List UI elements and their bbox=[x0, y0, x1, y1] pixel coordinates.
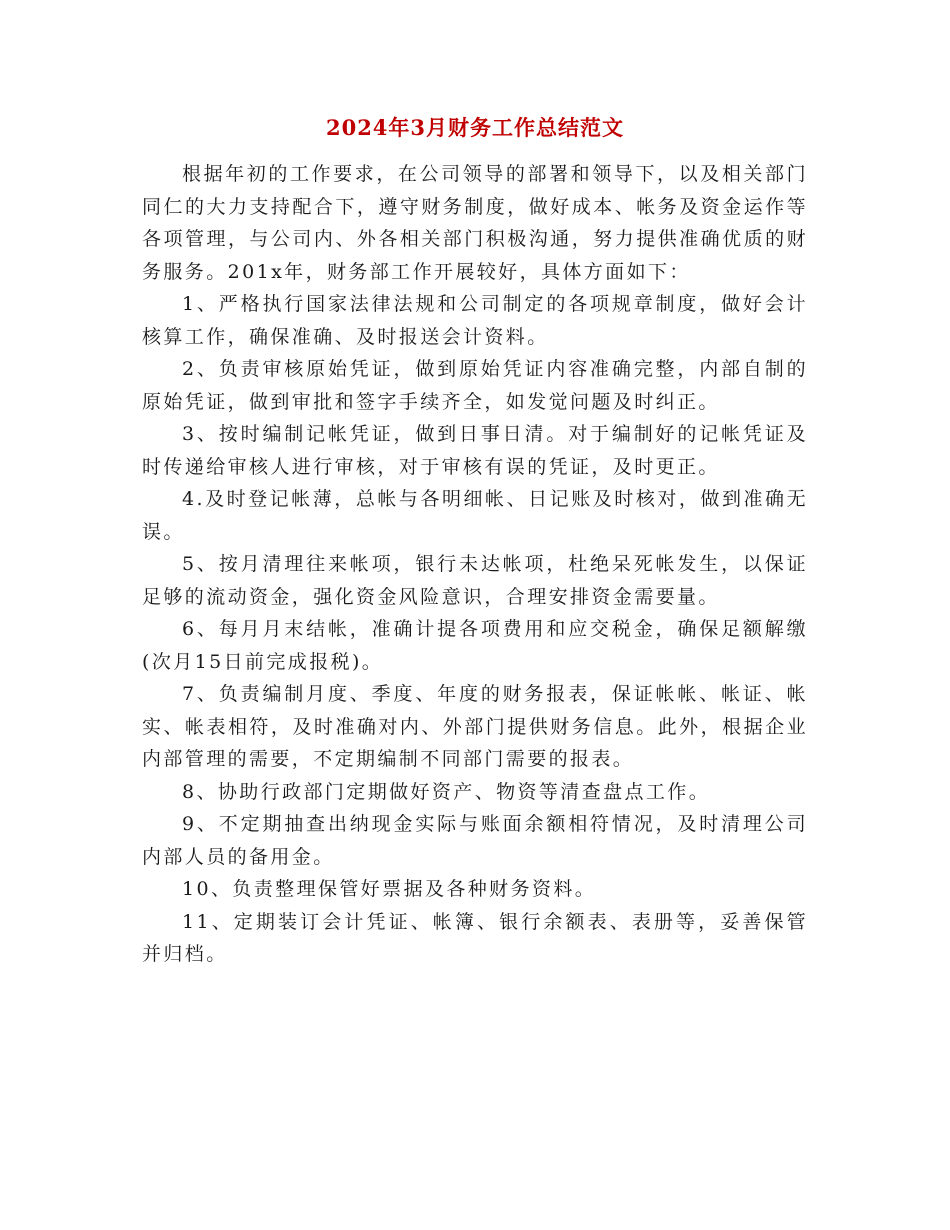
list-item: 11、定期装订会计凭证、帐簿、银行余额表、表册等，妥善保管并归档。 bbox=[142, 910, 808, 965]
list-item: 9、不定期抽查出纳现金实际与账面余额相符情况，及时清理公司内部人员的备用金。 bbox=[142, 813, 808, 868]
list-item: 8、协助行政部门定期做好资产、物资等清查盘点工作。 bbox=[182, 780, 711, 803]
intro-paragraph: 根据年初的工作要求，在公司领导的部署和领导下，以及相关部门同仁的大力支持配合下，遵守财务制度，做好成本、帐务及资金运作等各项管理，与公司内、外各相关部门积极沟通，努力提供准确优质的财务服务。201x年，财务部工作开展较好，具体方面如下： bbox=[142, 163, 808, 283]
list-item: 1、严格执行国家法律法规和公司制定的各项规章制度，做好会计核算工作，确保准确、及时报送会计资料。 bbox=[142, 293, 808, 348]
list-item: 3、按时编制记帐凭证，做到日事日清。对于编制好的记帐凭证及时传递给审核人进行审核，对于审核有误的凭证，及时更正。 bbox=[142, 423, 808, 478]
list-item: 5、按月清理往来帐项，银行未达帐项，杜绝呆死帐发生，以保证足够的流动资金，强化资金风险意识，合理安排资金需要量。 bbox=[142, 553, 808, 608]
list-item: 10、负责整理保管好票据及各种财务资料。 bbox=[182, 878, 597, 900]
list-item: 2、负责审核原始凭证，做到原始凭证内容准确完整，内部自制的原始凭证，做到审批和签字手续齐全，如发觉问题及时纠正。 bbox=[142, 358, 808, 413]
document-title: 2024年3月财务工作总结范文 bbox=[325, 115, 625, 140]
list-item: 6、每月月末结帐，准确计提各项费用和应交税金，确保足额解缴(次月15日前完成报税)。 bbox=[142, 618, 808, 673]
list-item: 7、负责编制月度、季度、年度的财务报表，保证帐帐、帐证、帐实、帐表相符，及时准确对内、外部门提供财务信息。此外，根据企业内部管理的需要，不定期编制不同部门需要的报表。 bbox=[142, 683, 808, 770]
document-body bbox=[142, 158, 808, 971]
list-item: 4.及时登记帐薄，总帐与各明细帐、日记账及时核对，做到准确无误。 bbox=[142, 488, 808, 543]
